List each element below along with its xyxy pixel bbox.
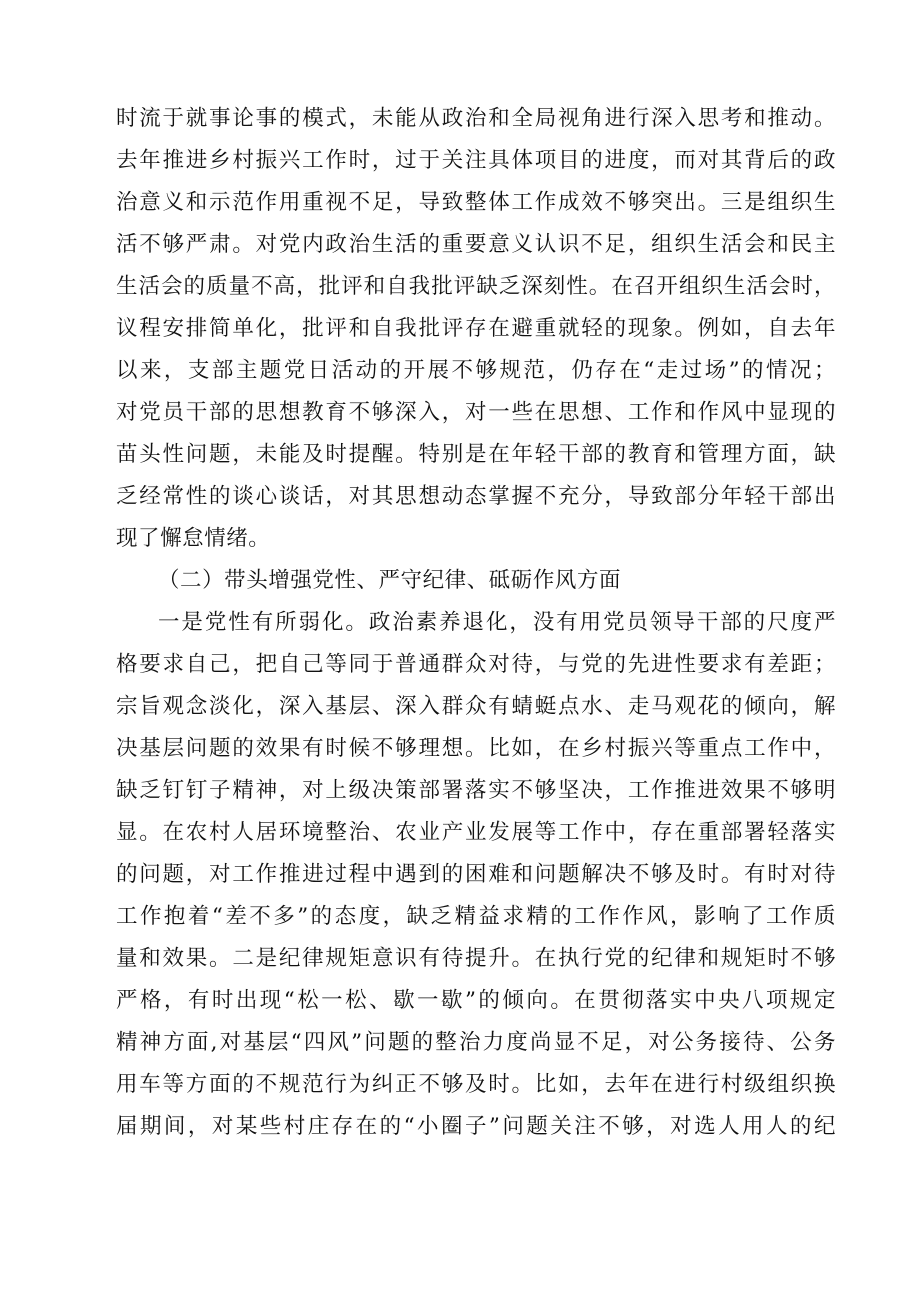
paragraph-2-line-6: 显。在农村人居环境整治、农业产业发展等工作中，存在重部署轻落实 <box>116 820 836 845</box>
paragraph-1-line-7: 以来，支部主题党日活动的开展不够规范，仍存在“走过场”的情况； <box>116 358 836 383</box>
paragraph-2-line-7: 的问题，对工作推进过程中遇到的困难和问题解决不够及时。有时对待 <box>116 862 836 887</box>
paragraph-1-line-2: 去年推进乡村振兴工作时，过于关注具体项目的进度，而对其背后的政 <box>116 148 836 173</box>
paragraph-1-line-5: 生活会的质量不高，批评和自我批评缺乏深刻性。在召开组织生活会时， <box>116 274 836 299</box>
paragraph-1-line-9: 苗头性问题，未能及时提醒。特别是在年轻干部的教育和管理方面，缺 <box>116 442 836 467</box>
paragraph-2-line-4: 决基层问题的效果有时候不够理想。比如，在乡村振兴等重点工作中， <box>116 736 836 761</box>
paragraph-1-line-3: 治意义和示范作用重视不足，导致整体工作成效不够突出。三是组织生 <box>116 190 836 215</box>
paragraph-2-line-10: 严格，有时出现“松一松、歇一歇”的倾向。在贯彻落实中央八项规定 <box>116 988 836 1013</box>
paragraph-1-line-6: 议程安排简单化，批评和自我批评存在避重就轻的现象。例如，自去年 <box>116 316 836 341</box>
paragraph-2-line-2: 格要求自己，把自己等同于普通群众对待，与党的先进性要求有差距； <box>116 652 836 677</box>
paragraph-1-line-1: 时流于就事论事的模式，未能从政治和全局视角进行深入思考和推动。 <box>116 106 836 131</box>
paragraph-2-line-9: 量和效果。二是纪律规矩意识有待提升。在执行党的纪律和规矩时不够 <box>116 946 836 971</box>
paragraph-2-line-1: 一是党性有所弱化。政治素养退化，没有用党员领导干部的尺度严 <box>158 610 836 635</box>
paragraph-2-line-8: 工作抱着“差不多”的态度，缺乏精益求精的工作作风，影响了工作质 <box>116 904 836 929</box>
paragraph-2-line-12: 用车等方面的不规范行为纠正不够及时。比如，去年在进行村级组织换 <box>116 1072 836 1097</box>
paragraph-2-line-13: 届期间，对某些村庄存在的“小圈子”问题关注不够，对选人用人的纪 <box>116 1114 836 1139</box>
paragraph-1-line-8: 对党员干部的思想教育不够深入，对一些在思想、工作和作风中显现的 <box>116 400 836 425</box>
paragraph-2-line-11: 精神方面,对基层“四风”问题的整治力度尚显不足，对公务接待、公务 <box>116 1030 836 1055</box>
paragraph-1-line-4: 活不够严肃。对党内政治生活的重要意义认识不足，组织生活会和民主 <box>116 232 836 257</box>
paragraph-2-line-3: 宗旨观念淡化，深入基层、深入群众有蜻蜓点水、走马观花的倾向，解 <box>116 694 836 719</box>
paragraph-2-line-5: 缺乏钉钉子精神，对上级决策部署落实不够坚决，工作推进效果不够明 <box>116 778 836 803</box>
section-heading: （二）带头增强党性、严守纪律、砥砺作风方面 <box>158 568 622 593</box>
paragraph-1-line-10: 乏经常性的谈心谈话，对其思想动态掌握不充分，导致部分年轻干部出 <box>116 484 836 509</box>
paragraph-1-line-11: 现了懈怠情绪。 <box>116 526 271 551</box>
